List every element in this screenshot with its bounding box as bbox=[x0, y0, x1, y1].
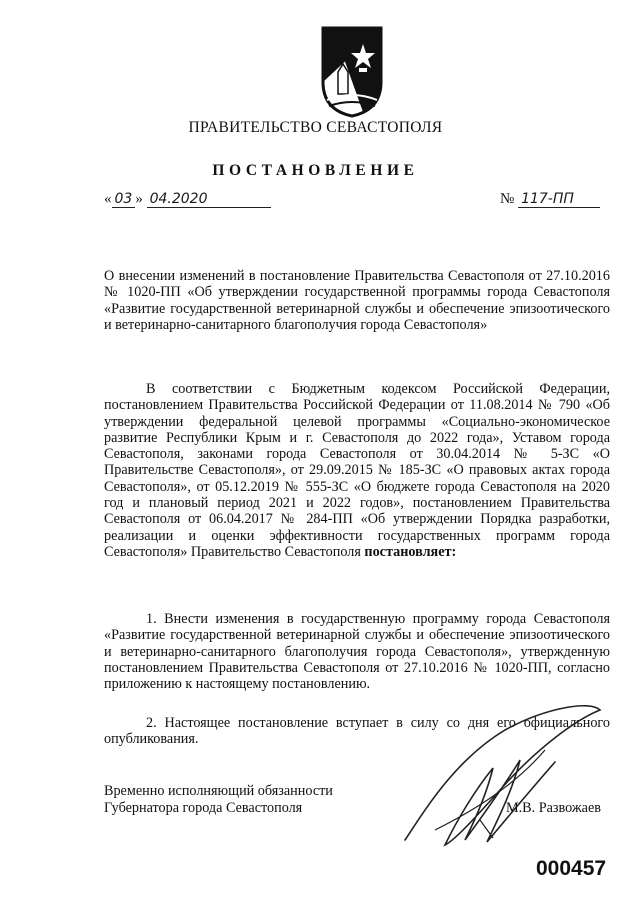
number-sign: № bbox=[500, 191, 515, 207]
organization-name: ПРАВИТЕЛЬСТВО СЕВАСТОПОЛЯ bbox=[188, 119, 443, 136]
date-month-year: 04.2020 bbox=[147, 191, 271, 208]
document-type-title: ПОСТАНОВЛЕНИЕ bbox=[212, 162, 419, 179]
date-close-quote: » bbox=[135, 191, 143, 207]
signer-position-line-1: Временно исполняющий обязанности bbox=[104, 783, 333, 799]
document-subject: О внесении изменений в постановление Правительства Севастополя от 27.10.2016 № 1020-ПП «Об утверждении государственной программы города Севастополя «Развитие государственной ветеринарной службы и обеспечение эпизоотического и ветеринарно-санитарного благополучия города Севастополя» bbox=[104, 268, 610, 333]
document-number bbox=[500, 191, 600, 208]
date-open-quote: « bbox=[104, 191, 112, 207]
document-date bbox=[104, 191, 271, 208]
handwritten-signature bbox=[395, 690, 605, 855]
decree-word: постановляет: bbox=[364, 543, 457, 560]
legal-basis-paragraph bbox=[104, 381, 610, 560]
decree-item-2: 2. Настоящее постановление вступает в силу со дня его официального опубликования. bbox=[104, 715, 610, 748]
coat-of-arms-icon bbox=[319, 24, 385, 118]
signer-position bbox=[104, 783, 333, 817]
serial-number: 000457 bbox=[536, 857, 607, 880]
legal-basis-text: В соответствии с Бюджетным кодексом Российской Федерации, постановлением Правительства Российской Федерации от 11.08.2014 № 790 «Об утверждении федеральной целевой программы «Социально-экономическое развитие Республики Крым и г. Севастополя до 2022 года», Уставом города Севастополя, законами города Севастополя от 30.04.2014 № 5-ЗС «О Правительстве Севастополя», от 29.09.2015 № 185-ЗС «О правовых актах города Севастополя», от 05.12.2019 № 555-ЗС «О бюджете города Севастополя на 2020 год и плановый период 2021 и 2022 годов», постановлением Правительства Севастополя от 06.04.2017 № 284-ПП «Об утверждении Порядка разработки, реализации и оценки эффективности государственных программ города Севастополя» Правительство Севастополя bbox=[104, 381, 610, 560]
signer-name: М.В. Развожаев bbox=[506, 800, 601, 816]
signer-position-line-2: Губернатора города Севастополя bbox=[104, 800, 303, 816]
date-day: 03 bbox=[112, 191, 136, 208]
decree-item-1: 1. Внести изменения в государственную программу города Севастополя «Развитие государственной ветеринарной службы и обеспечение эпизоотического и ветеринарно-санитарного благополучия города Севастополя», утвержденную постановлением Правительства Севастополя от 27.10.2016 № 1020-ПП, согласно приложению к настоящему постановлению. bbox=[104, 611, 610, 693]
number-value: 117-ПП bbox=[518, 191, 600, 208]
